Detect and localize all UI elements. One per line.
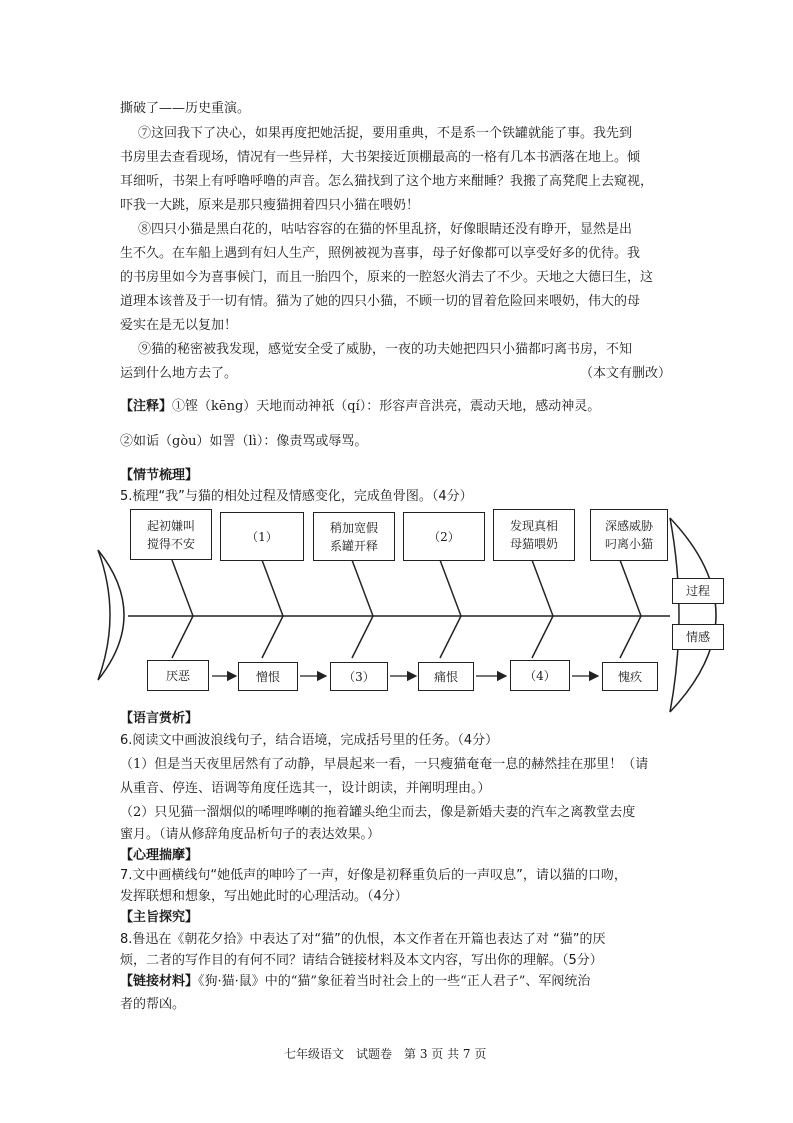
emotion-box-1: 厌恶 [147, 660, 209, 691]
story-line-5: 吓我一大跳，原来是那只瘦猫拥着四只小猫在喂奶！ [120, 198, 420, 213]
question-6-2-line1: （2）只见猫一溜烟似的唏哩哗喇的拖着罐头绝尘而去，像是新婚夫妻的汽车之离教堂去度 [120, 805, 636, 820]
process-box-1 [130, 509, 212, 560]
source-note: （本文有删改） [580, 366, 672, 381]
process-box-5-line2: 母猫喂奶 [509, 537, 558, 551]
bottom-bone-3 [352, 616, 373, 658]
process-box-2 [220, 512, 304, 561]
top-bone-4 [440, 560, 461, 616]
question-6-2-line2: 蜜月。（请从修辞角度品析句子的表达效果。） [120, 827, 381, 842]
bottom-bone-4 [440, 616, 461, 658]
section-heading-theme: 【主旨探究】 [120, 910, 199, 925]
note-1: ①铿（kēng）天地而动神祇（qí）：形容声音洪亮，震动天地，感动神灵。 [172, 399, 601, 414]
question-6-1-line1: （1）但是当天夜里居然有了动静，早晨起来一看，一只瘦猫奄奄一息的赫然挂在那里！（请 [120, 757, 649, 772]
process-label: 过程 [672, 578, 724, 604]
link-material-line1 [120, 972, 590, 992]
story-line-10: 爱实在是无以复加！ [120, 318, 238, 333]
top-bone-6 [620, 560, 641, 616]
emotion-box-5: （4） [510, 660, 570, 691]
process-box-6-line2: 叼离小猫 [604, 537, 653, 551]
question-8-line1: 8.鲁迅在《朝花夕拾》中表达了对“猫”的仇恨，本文作者在开篇也表达了对 “猫”的厌 [120, 932, 606, 947]
story-line-1: 撕破了——历史重演。 [120, 101, 251, 116]
top-bone-2 [262, 560, 283, 616]
fish-tail-outer [98, 550, 124, 680]
fish-head-inner [670, 518, 679, 712]
emotion-box-2: 憎恨 [238, 662, 298, 691]
question-5: 5.梳理“我”与猫的相处过程及情感变化，完成鱼骨图。（4分） [120, 489, 473, 504]
question-7-line1: 7.文中画横线句“她低声的呻吟了一声，好像是初释重负后的一声叹息”，请以猫的口吻， [120, 868, 627, 883]
notes-label: 【注释】 [120, 399, 173, 414]
link-material-text: 《狗·猫·鼠》中的“猫”象征着当时社会上的一些“正人君子”、军阀统治 [198, 974, 591, 989]
process-box-4-blank: （2） [428, 529, 460, 544]
process-box-3-line2: 系罐开释 [329, 538, 378, 553]
emotion-box-4: 痛恨 [418, 662, 474, 691]
bottom-bone-5 [532, 616, 553, 658]
process-box-5-line1: 发现真相 [509, 519, 558, 533]
process-box-3 [313, 512, 395, 561]
story-line-2: ⑦这回我下了决心，如果再度把她活捉，要用重典，不是系一个铁罐就能了事。我先到 [138, 126, 633, 141]
story-line-7: 生不久。在车船上遇到有妇人生产，照例被视为喜事，母子好像都可以享受好多的优待。我 [120, 246, 641, 261]
top-bone-5 [532, 560, 553, 616]
process-box-3-line1: 稍加宽假 [329, 520, 378, 535]
question-6-1-line2: 从重音、停连、语调等角度任选其一，设计朗读，并阐明理由。） [120, 781, 491, 796]
story-line-6: ⑧四只小猫是黑白花的，咕咕容容的在猫的怀里乱挤，好像眼睛还没有睁开，显然是出 [138, 222, 633, 237]
section-heading-plot: 【情节梳理】 [120, 468, 199, 483]
link-material-line2: 者的帮凶。 [120, 997, 186, 1012]
process-box-5 [493, 509, 575, 561]
top-bone-1 [172, 560, 193, 616]
process-box-1-line2: 搅得不安 [146, 536, 195, 551]
fish-head-outer [670, 518, 716, 712]
bottom-bone-6 [620, 616, 641, 658]
emotion-box-3: （3） [330, 662, 388, 691]
link-material-label: 【链接材料】 [120, 974, 199, 989]
emotion-box-6: 愧疚 [602, 662, 658, 691]
emotion-label: 情感 [672, 624, 724, 650]
process-box-1-line1: 起初嫌叫 [146, 518, 195, 533]
section-heading-psychology: 【心理揣摩】 [120, 848, 199, 863]
note-2: ②如诟（gòu）如詈（lì）：像责骂或辱骂。 [120, 434, 368, 449]
bottom-bone-2 [262, 616, 283, 658]
question-8-line2: 烦，二者的写作目的有何不同？请结合链接材料及本文内容，写出你的理解。（5分） [120, 953, 603, 968]
question-6: 6.阅读文中画波浪线句子，结合语境，完成括号里的任务。（4分） [120, 733, 499, 748]
story-line-12: 运到什么地方去了。 [120, 366, 238, 381]
top-bone-3 [352, 560, 373, 616]
section-heading-language: 【语言赏析】 [120, 711, 199, 726]
bottom-bone-1 [172, 616, 193, 658]
story-line-9: 道理本该普及于一切有情。猫为了她的四只小猫，不顾一切的冒着危险回来喂奶，伟大的母 [120, 294, 641, 309]
process-box-6-line1: 深感威胁 [604, 519, 653, 533]
process-box-6 [590, 509, 668, 561]
story-line-3: 书房里去查看现场，情况有一些异样，大书架接近顶棚最高的一格有几本书洒落在地上。倾 [120, 150, 641, 165]
process-box-2-blank: （1） [246, 529, 278, 544]
story-line-4: 耳细听，书架上有呼噜呼噜的声音。怎么猫找到了这个地方来酣睡？我搬了高凳爬上去窥视， [120, 174, 654, 189]
process-box-4 [403, 512, 485, 561]
question-7-line2: 发挥联想和想象，写出她此时的心理活动。（4分） [120, 889, 408, 904]
story-line-8: 的书房里如今为喜事候门，而且一胎四个，原来的一腔怒火消去了不少。天地之大德曰生，这 [120, 270, 654, 285]
story-line-11: ⑨猫的秘密被我发现，感觉安全受了威胁，一夜的功夫她把四只小猫都叼离书房，不知 [138, 342, 633, 357]
fish-tail-inner [98, 550, 110, 680]
page-footer: 七年级语文 试题卷 第 3 页 共 7 页 [284, 1047, 487, 1061]
